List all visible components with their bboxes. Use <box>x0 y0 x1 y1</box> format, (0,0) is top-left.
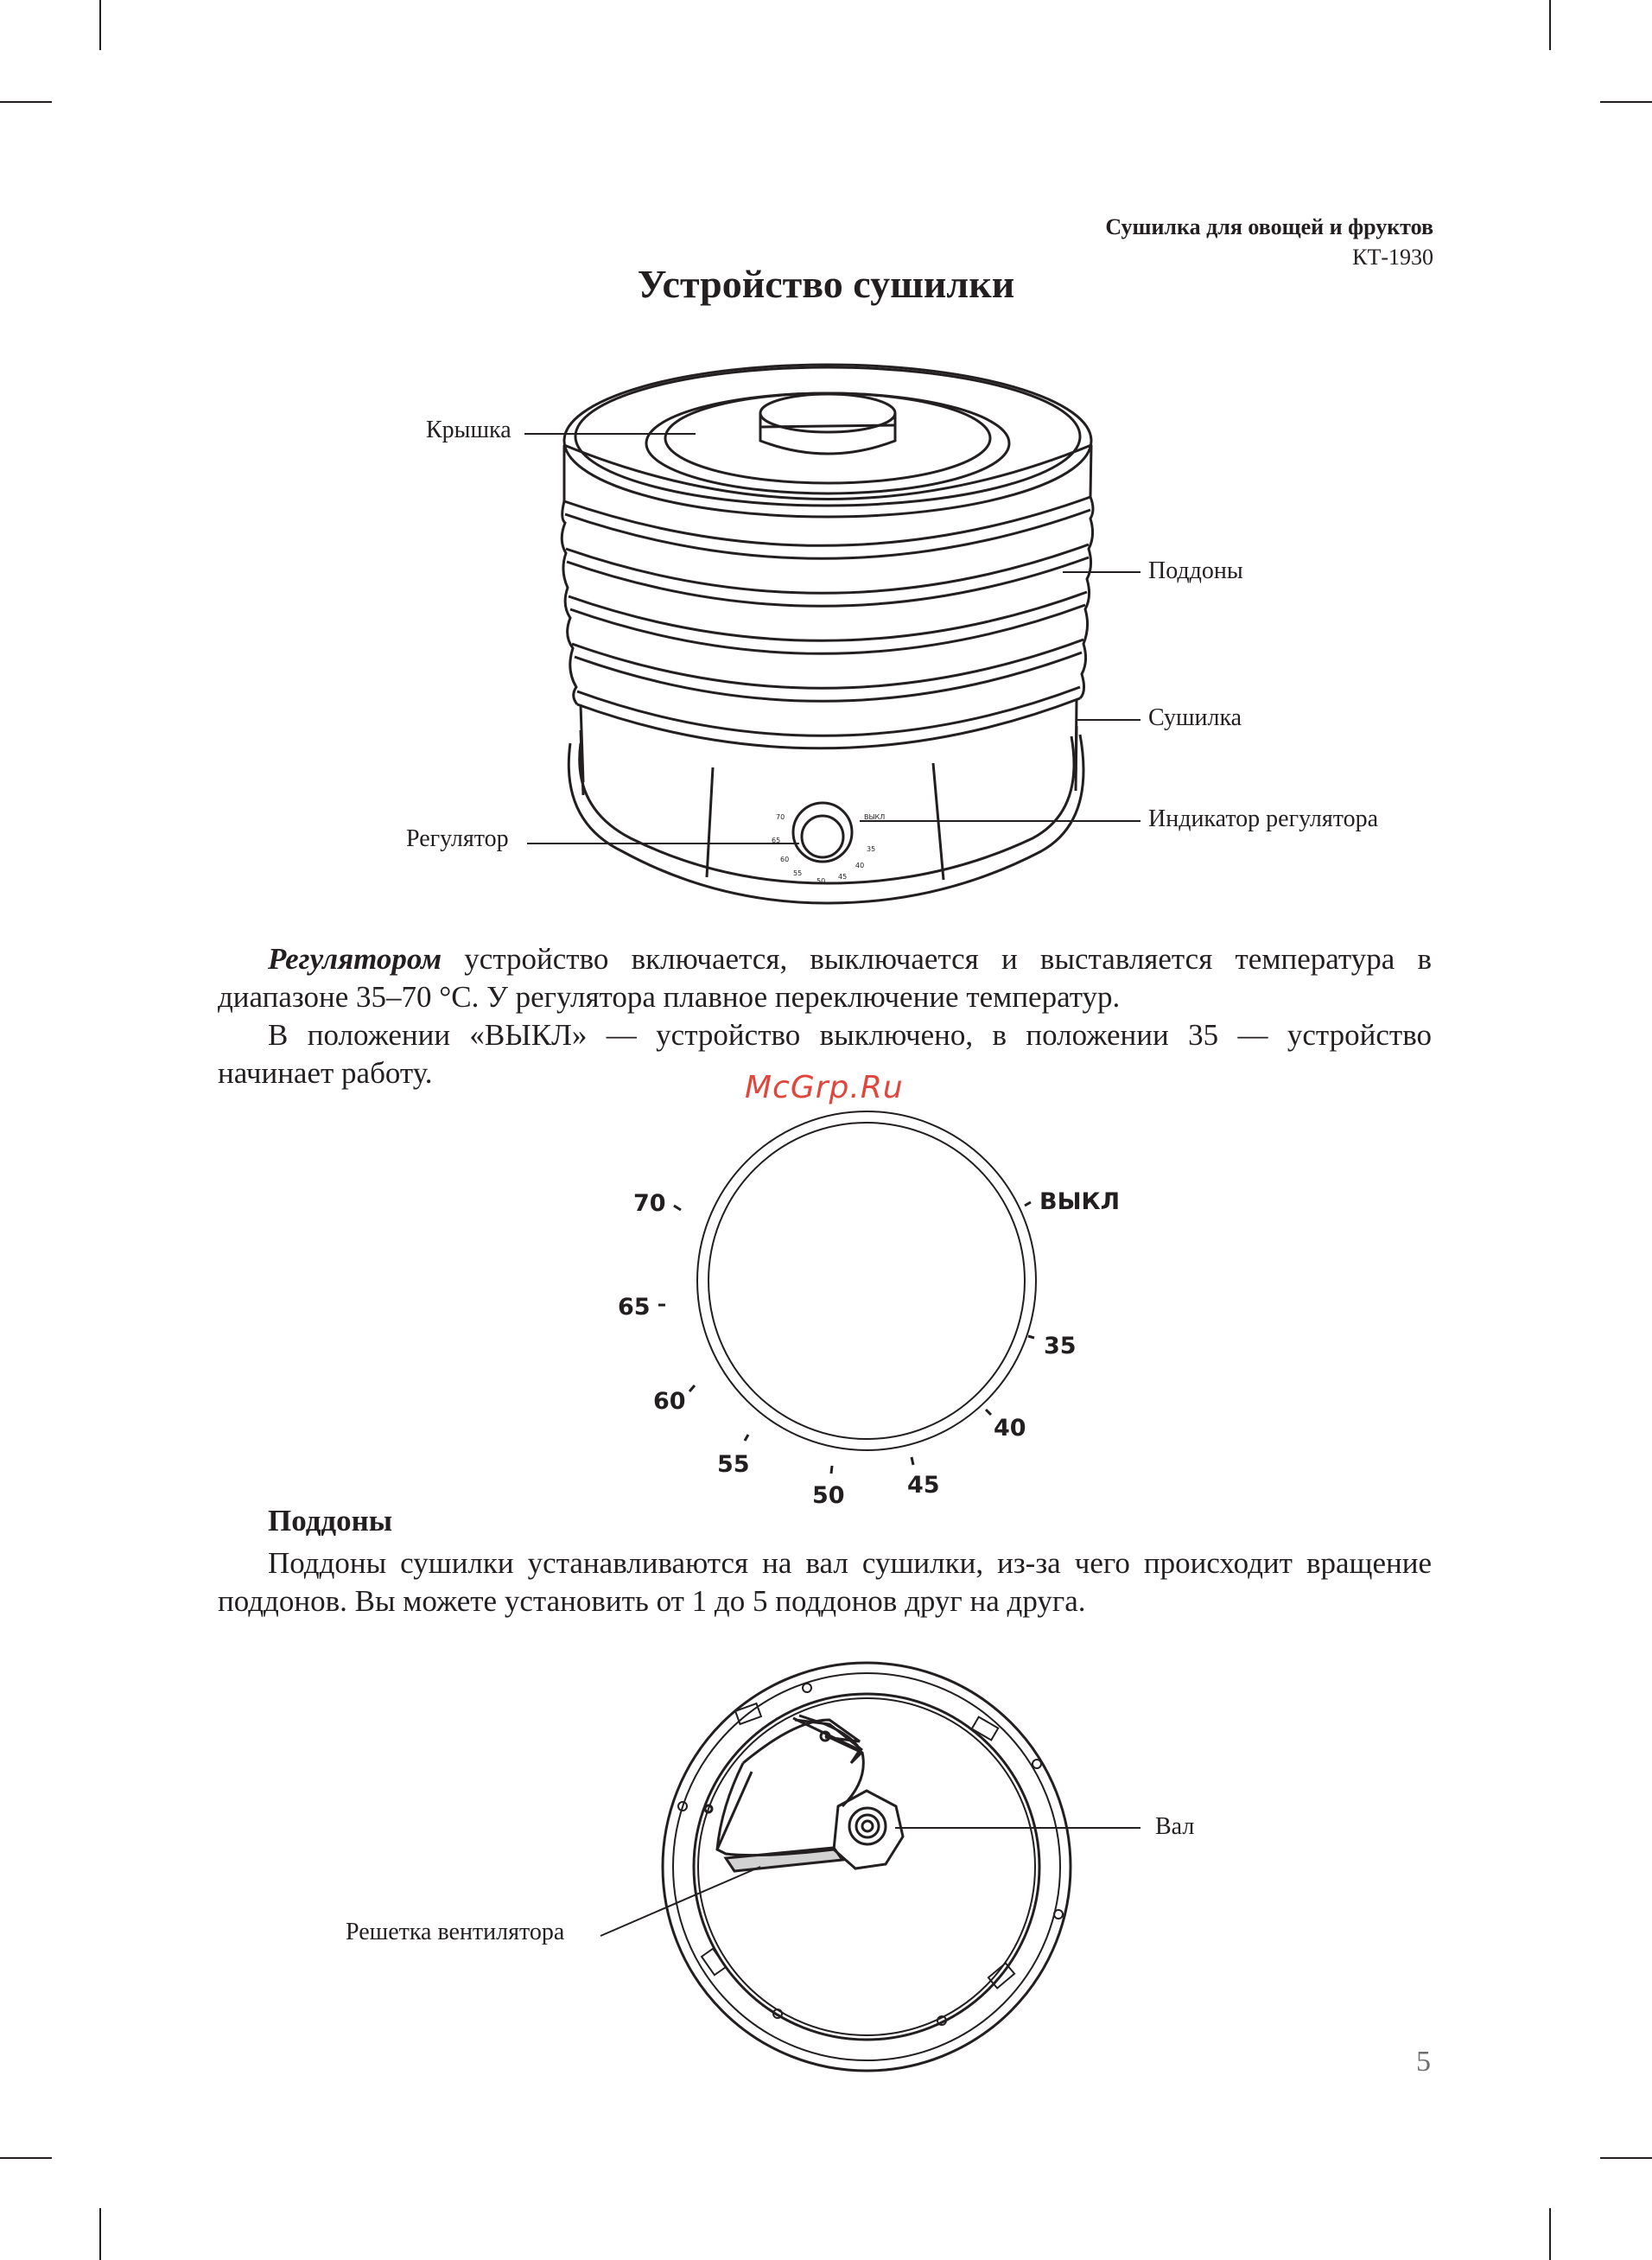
paragraph-positions: В положении «ВЫКЛ» — устройство выключено, в положении 35 — устройство начинает работу. <box>218 1018 1432 1090</box>
dial-mark-70: 70 <box>633 1190 666 1217</box>
svg-text:70: 70 <box>776 813 785 821</box>
svg-text:50: 50 <box>816 877 826 885</box>
dial-mark-35: 35 <box>1044 1333 1077 1359</box>
label-indicator: Индикатор регулятора <box>1148 805 1379 832</box>
label-trays: Поддоны <box>1148 557 1243 584</box>
page-number: 5 <box>1416 2046 1431 2078</box>
svg-text:60: 60 <box>780 856 790 863</box>
label-regulator: Регулятор <box>406 825 509 852</box>
svg-text:45: 45 <box>838 873 848 881</box>
dial-mark-50: 50 <box>812 1482 845 1509</box>
label-lid: Крышка <box>426 417 511 443</box>
dial-mark-60: 60 <box>653 1388 686 1415</box>
svg-text:ВЫКЛ: ВЫКЛ <box>864 813 886 821</box>
dial-mark-45: 45 <box>907 1472 940 1499</box>
svg-text:40: 40 <box>855 862 865 869</box>
svg-text:35: 35 <box>867 845 876 853</box>
label-grille: Решетка вентилятора <box>346 1919 565 1945</box>
header-product: Сушилка для овощей и фруктов <box>1105 214 1433 239</box>
dial-mark-off: ВЫКЛ <box>1039 1188 1121 1215</box>
page-title: Устройство сушилки <box>637 262 1015 306</box>
label-dryer: Сушилка <box>1148 704 1242 731</box>
svg-text:55: 55 <box>793 869 803 877</box>
section-paragraph: Поддоны сушилки устанавливаются на вал сушилки, из-за чего происходит вращение поддонов. Вы можете установить от 1 до 5 поддонов друг на друга. <box>218 1546 1432 1618</box>
header-model: КТ-1930 <box>1352 245 1433 270</box>
paragraph-rest: устройство включается, выключается и выставляется температура в диапазоне 35–70 °C. У регулятора плавное переключение температур. <box>218 942 1432 1014</box>
dial-mark-40: 40 <box>994 1415 1026 1442</box>
paragraph-lead: Регулятором <box>268 942 442 976</box>
dial-mark-65: 65 <box>618 1294 651 1321</box>
section-heading: Поддоны <box>268 1504 393 1537</box>
svg-text:65: 65 <box>772 837 781 844</box>
dial-mark-55: 55 <box>717 1451 750 1478</box>
watermark: McGrp.Ru <box>745 1070 904 1105</box>
label-shaft: Вал <box>1155 1813 1195 1840</box>
